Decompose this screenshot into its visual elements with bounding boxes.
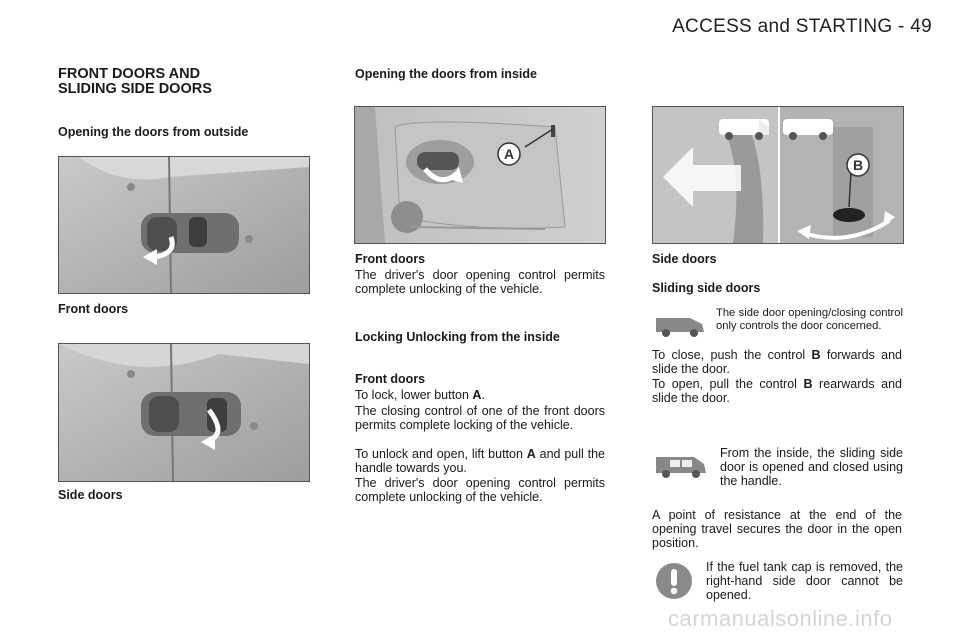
photo-side-door-outside (58, 343, 310, 482)
photo-front-door-outside (58, 156, 310, 294)
heading-inside: Opening the doors from inside (355, 67, 537, 81)
title-line-1: FRONT DOORS AND (58, 66, 201, 82)
text-closing: The closing control of one of the front doors permits complete locking of the vehicle. (355, 404, 605, 432)
text-driver-unlock-2: The driver's door opening control permits complete unlocking of the vehicle. (355, 476, 605, 504)
caption-front-doors: Front doors (58, 302, 129, 316)
open-text-end: rearwards and slide the door. (652, 377, 903, 405)
text-open (652, 377, 902, 405)
heading-front-doors: Front doors (355, 252, 426, 266)
subtitle-outside: Opening the doors from outside (58, 125, 249, 139)
lock-text: To lock, lower button (355, 388, 473, 402)
text-lock (355, 388, 605, 402)
heading-side-doors: Side doors (652, 252, 717, 266)
photo-inside-door (354, 106, 606, 244)
page-title (58, 67, 298, 97)
photo-sliding-door (652, 106, 904, 244)
lock-text-end: . (481, 388, 485, 402)
heading-front-doors-lock: Front doors (355, 372, 426, 386)
close-text: To close, push the control (652, 348, 812, 362)
text-fuel-warning: If the fuel tank cap is removed, the right-hand side door cannot be opened. (706, 560, 903, 602)
note-side-door-control: The side door opening/closing control only controls the door concerned. (716, 307, 903, 332)
button-b-ref: B (811, 348, 821, 362)
button-a-ref: A (472, 388, 482, 402)
heading-locking: Locking Unlocking from the inside (355, 330, 560, 344)
text-close (652, 348, 902, 376)
title-line-2: SLIDING SIDE DOORS (58, 81, 212, 97)
text-driver-unlock: The driver's door opening control permits complete unlocking of the vehicle. (355, 268, 605, 296)
unlock-text-end: and pull the handle towards you. (355, 447, 606, 475)
unlock-text: To unlock and open, lift button (355, 447, 527, 461)
page-section-title: ACCESS and STARTING - 49 (672, 16, 932, 37)
caption-side-doors: Side doors (58, 488, 123, 502)
text-inside-handle: From the inside, the sliding side door is opened and closed using the handle. (720, 446, 903, 488)
label-a: A (503, 146, 515, 162)
text-resistance: A point of resistance at the end of the opening travel secures the door in the open position. (652, 508, 902, 550)
van-icon (654, 308, 708, 338)
button-b-ref-2: B (803, 377, 813, 391)
watermark: carmanualsonline.info (668, 606, 893, 631)
warning-exclamation-icon (655, 562, 693, 600)
close-text-end: forwards and slide the door. (652, 348, 902, 376)
van-side-icon (654, 449, 710, 479)
text-unlock (355, 447, 605, 475)
open-text: To open, pull the control (652, 377, 804, 391)
label-b: B (852, 157, 864, 173)
button-a-ref-2: A (526, 447, 536, 461)
heading-sliding-side-doors: Sliding side doors (652, 281, 761, 295)
